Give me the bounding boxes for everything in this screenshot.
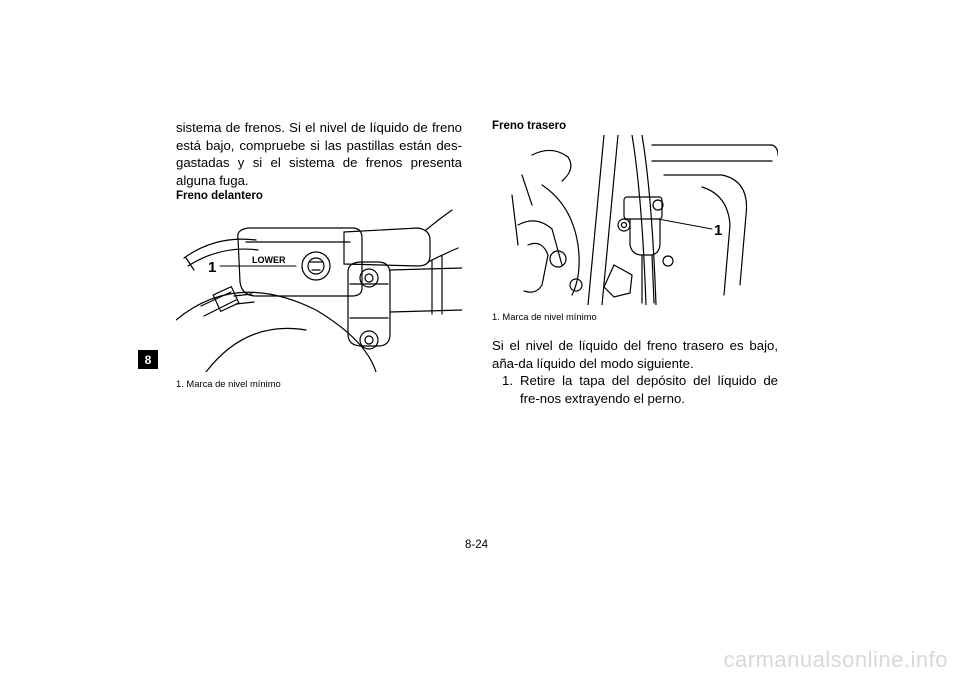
left-column [176, 119, 462, 204]
section-tab: 8 [138, 350, 158, 369]
rear-brake-caption-block [492, 311, 597, 323]
step-text: Retire la tapa del depósito del líquido de fre-nos extrayendo el perno. [520, 373, 778, 406]
step-number: 1. [502, 373, 513, 389]
right-column [492, 119, 778, 134]
page-number: 8-24 [465, 539, 489, 551]
watermark-text: carmanualsonline.info [723, 647, 948, 672]
instruction-step [492, 372, 778, 407]
front-callout-number: 1 [208, 259, 217, 276]
front-brake-illustration [176, 200, 462, 372]
front-brake-caption-block [176, 378, 281, 390]
rear-brake-illustration [492, 135, 778, 305]
rear-brake-heading: Freno trasero [492, 120, 567, 132]
front-brake-caption: 1. Marca de nivel mínimo [176, 378, 281, 389]
front-brake-heading: Freno delantero [176, 190, 263, 203]
rear-callout-number: 1 [714, 222, 723, 239]
lower-mark-label: LOWER [252, 255, 286, 265]
right-paragraph: Si el nivel de líquido del freno trasero es bajo, aña-da líquido del modo siguiente. [492, 338, 778, 371]
rear-brake-figure [492, 135, 778, 305]
rear-brake-instructions [492, 337, 778, 407]
left-paragraph: sistema de frenos. Si el nivel de líquido de freno está bajo, compruebe si las pastillas están des-gastadas y si el sistema de frenos presenta alguna fuga. [176, 120, 462, 188]
front-brake-figure [176, 200, 462, 372]
rear-brake-caption: 1. Marca de nivel mínimo [492, 311, 597, 322]
